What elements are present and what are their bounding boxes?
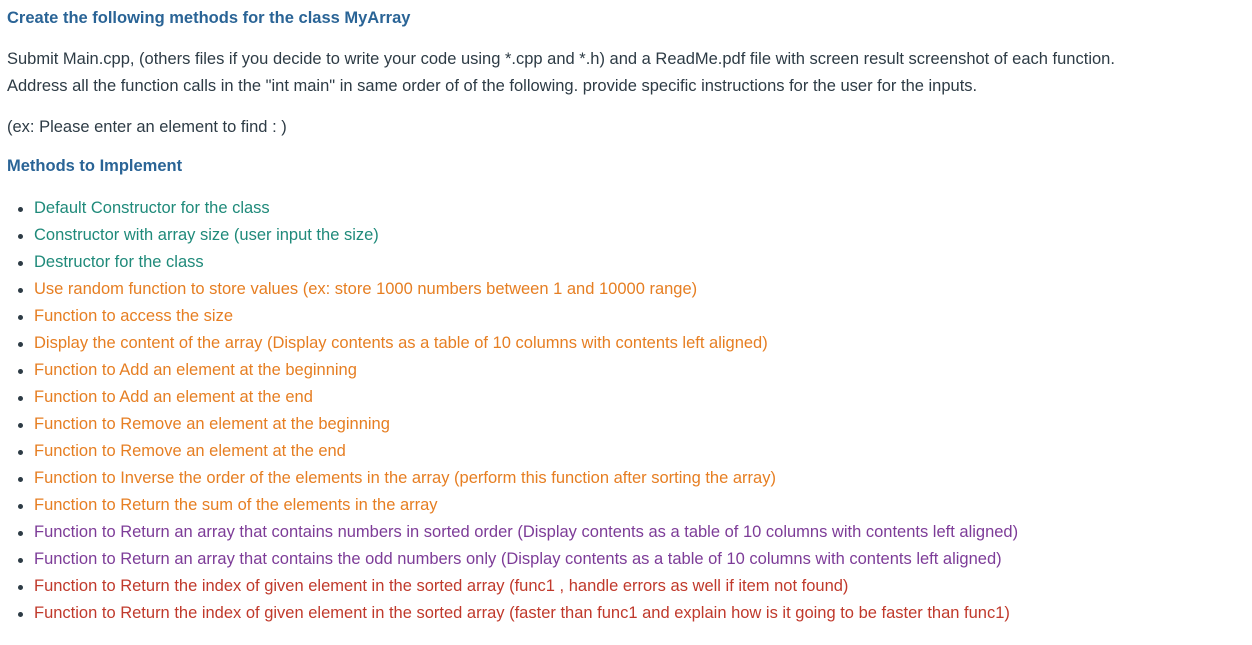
bullet-icon	[18, 531, 23, 536]
bullet-icon	[18, 288, 23, 293]
method-item	[7, 600, 1018, 627]
method-text: Function to Remove an element at the beginning	[34, 415, 390, 433]
bullet-icon	[18, 342, 23, 347]
submission-instructions	[7, 46, 1115, 100]
method-text: Constructor with array size (user input the size)	[34, 226, 379, 244]
input-example: (ex: Please enter an element to find : )	[7, 118, 287, 136]
bullet-icon	[18, 450, 23, 455]
method-text: Function to Return the index of given element in the sorted array (faster than func1 and explain how is it going to be faster than func1)	[34, 604, 1010, 622]
bullet-icon	[18, 585, 23, 590]
method-item	[7, 384, 1018, 411]
method-item	[7, 546, 1018, 573]
method-item	[7, 438, 1018, 465]
bullet-icon	[18, 612, 23, 617]
bullet-icon	[18, 315, 23, 320]
method-item	[7, 303, 1018, 330]
method-item	[7, 357, 1018, 384]
method-text: Function to Inverse the order of the elements in the array (perform this function after sorting the array)	[34, 469, 776, 487]
method-text: Function to Return an array that contains numbers in sorted order (Display contents as a table of 10 columns with contents left aligned)	[34, 523, 1019, 541]
method-text: Display the content of the array (Display contents as a table of 10 columns with contents left aligned)	[34, 334, 768, 352]
submission-instructions-line-2: Address all the function calls in the "int main" in same order of of the following. provide specific instructions for the user for the inputs.	[7, 77, 978, 95]
method-item	[7, 519, 1018, 546]
method-item	[7, 573, 1018, 600]
bullet-icon	[18, 477, 23, 482]
method-text: Function to Return the index of given element in the sorted array (func1 , handle errors as well if item not found)	[34, 577, 849, 595]
methods-list	[7, 195, 1018, 627]
method-text: Destructor for the class	[34, 253, 204, 271]
bullet-icon	[18, 234, 23, 239]
method-item	[7, 249, 1018, 276]
method-item	[7, 411, 1018, 438]
method-text: Use random function to store values (ex: store 1000 numbers between 1 and 10000 range)	[34, 280, 698, 298]
bullet-icon	[18, 396, 23, 401]
bullet-icon	[18, 369, 23, 374]
page-title: Create the following methods for the class MyArray	[7, 9, 411, 27]
method-text: Function to Add an element at the end	[34, 388, 313, 406]
method-text: Function to Add an element at the beginning	[34, 361, 357, 379]
bullet-icon	[18, 261, 23, 266]
submission-instructions-line-1: Submit Main.cpp, (others files if you decide to write your code using *.cpp and *.h) and a ReadMe.pdf file with screen result screenshot of each function.	[7, 50, 1115, 68]
bullet-icon	[18, 207, 23, 212]
method-text: Function to Return the sum of the elements in the array	[34, 496, 438, 514]
method-item	[7, 195, 1018, 222]
method-text: Function to access the size	[34, 307, 234, 325]
methods-heading: Methods to Implement	[7, 157, 183, 175]
method-item	[7, 222, 1018, 249]
method-item	[7, 330, 1018, 357]
bullet-icon	[18, 504, 23, 509]
method-text: Default Constructor for the class	[34, 199, 270, 217]
bullet-icon	[18, 423, 23, 428]
bullet-icon	[18, 558, 23, 563]
method-item	[7, 276, 1018, 303]
method-text: Function to Remove an element at the end	[34, 442, 346, 460]
method-text: Function to Return an array that contains the odd numbers only (Display contents as a table of 10 columns with contents left aligned)	[34, 550, 1002, 568]
method-item	[7, 465, 1018, 492]
method-item	[7, 492, 1018, 519]
